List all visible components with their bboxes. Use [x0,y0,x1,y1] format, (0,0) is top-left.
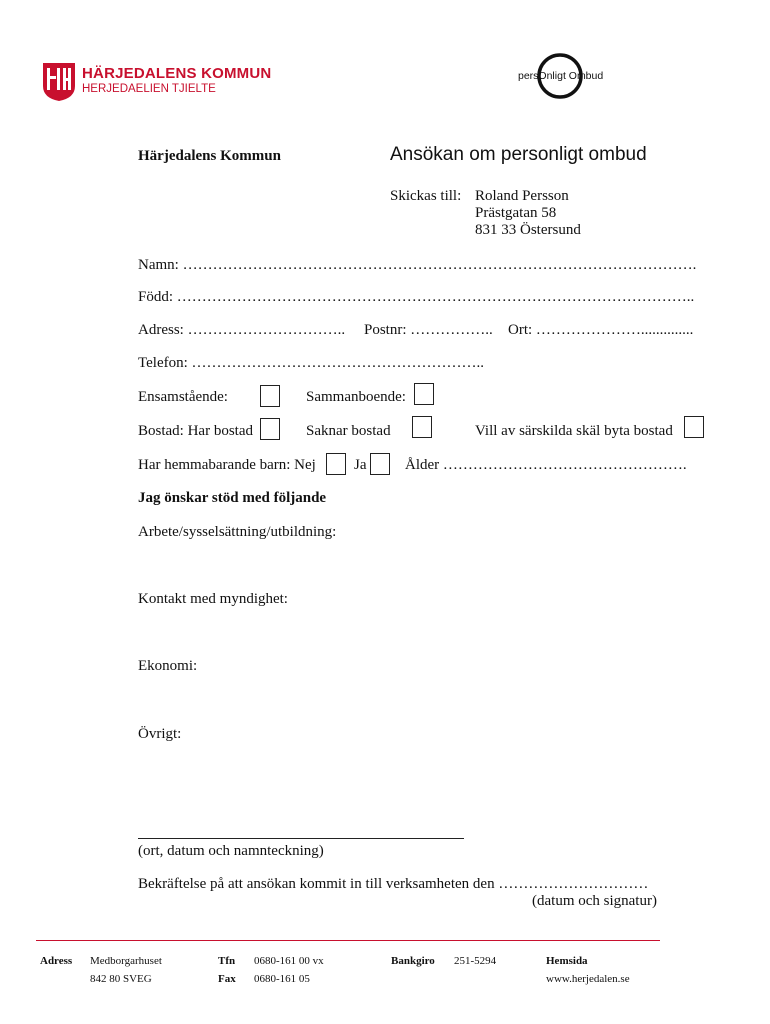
footer-adress-line2: 842 80 SVEG [90,973,152,985]
logo-line-2: HERJEDAELIEN TJIELTE [82,83,216,95]
field-ort[interactable]: Ort: ………………….............. [508,322,694,338]
confirmation-text: Bekräftelse på att ansökan kommit in till verksamheten den ………………………… [138,876,649,892]
footer-tfn-label: Tfn [218,955,236,967]
label-barn-nej: Har hemmabarande barn: Nej [138,457,316,473]
confirmation-caption: (datum och signatur) [532,893,657,909]
page-title: Ansökan om personligt ombud [390,144,647,165]
footer-hemsida-label: Hemsida [546,955,588,967]
support-arbete: Arbete/sysselsättning/utbildning: [138,524,337,540]
footer-tfn-value: 0680-161 00 vx [254,955,324,967]
label-sammanboende: Sammanboende: [306,389,406,405]
label-barn-ja: Ja [354,457,367,473]
label-saknar-bostad: Saknar bostad [306,423,391,439]
field-namn[interactable]: Namn: …………………………………………………………………………………………. [138,257,697,273]
field-postnr[interactable]: Postnr: …………….. [364,322,493,338]
footer-bankgiro-label: Bankgiro [391,955,435,967]
kommun-shield-icon [42,62,76,102]
footer-divider [36,940,660,941]
ombud-logo [518,54,618,100]
checkbox-ensamstaende[interactable] [260,385,280,407]
signature-line[interactable] [138,838,464,839]
support-ekonomi: Ekonomi: [138,658,198,674]
field-telefon[interactable]: Telefon: ………………………………………………….. [138,355,485,371]
footer-adress-line1: Medborgarhuset [90,955,162,967]
send-to-city: 831 33 Östersund [475,222,581,238]
support-heading: Jag önskar stöd med följande [138,490,327,506]
field-alder[interactable]: Ålder …………………………………………. [405,457,687,473]
checkbox-har-bostad[interactable] [260,418,280,440]
footer-hemsida-link[interactable]: www.herjedalen.se [546,973,630,985]
checkbox-barn-nej[interactable] [326,453,346,475]
signature-caption: (ort, datum och namnteckning) [138,843,324,859]
label-ensamstaende: Ensamstående: [138,389,228,405]
support-ovrigt: Övrigt: [138,726,182,742]
support-kontakt: Kontakt med myndighet: [138,591,288,607]
label-vill-byta: Vill av särskilda skäl byta bostad [475,423,673,439]
ombud-logo-text: persOnligt Ombud [518,70,604,82]
logo-line-1: HÄRJEDALENS KOMMUN [82,65,272,82]
send-to-name: Roland Persson [475,188,569,204]
org-name: Härjedalens Kommun [138,148,281,164]
checkbox-sammanboende[interactable] [414,383,434,405]
field-adress[interactable]: Adress: ………………………….. [138,322,346,338]
footer-fax-value: 0680-161 05 [254,973,310,985]
send-to-street: Prästgatan 58 [475,205,557,221]
checkbox-barn-ja[interactable] [370,453,390,475]
kommun-logo [42,62,272,104]
field-fodd[interactable]: Född: ………………………………………………………………………………………….. [138,289,695,305]
label-har-bostad: Bostad: Har bostad [138,423,253,439]
footer-adress-label: Adress [40,955,73,967]
footer-fax-label: Fax [218,973,236,985]
checkbox-saknar-bostad[interactable] [412,416,432,438]
checkbox-vill-byta[interactable] [684,416,704,438]
footer-bankgiro-value: 251-5294 [454,955,497,967]
send-to-label: Skickas till: [390,188,462,204]
